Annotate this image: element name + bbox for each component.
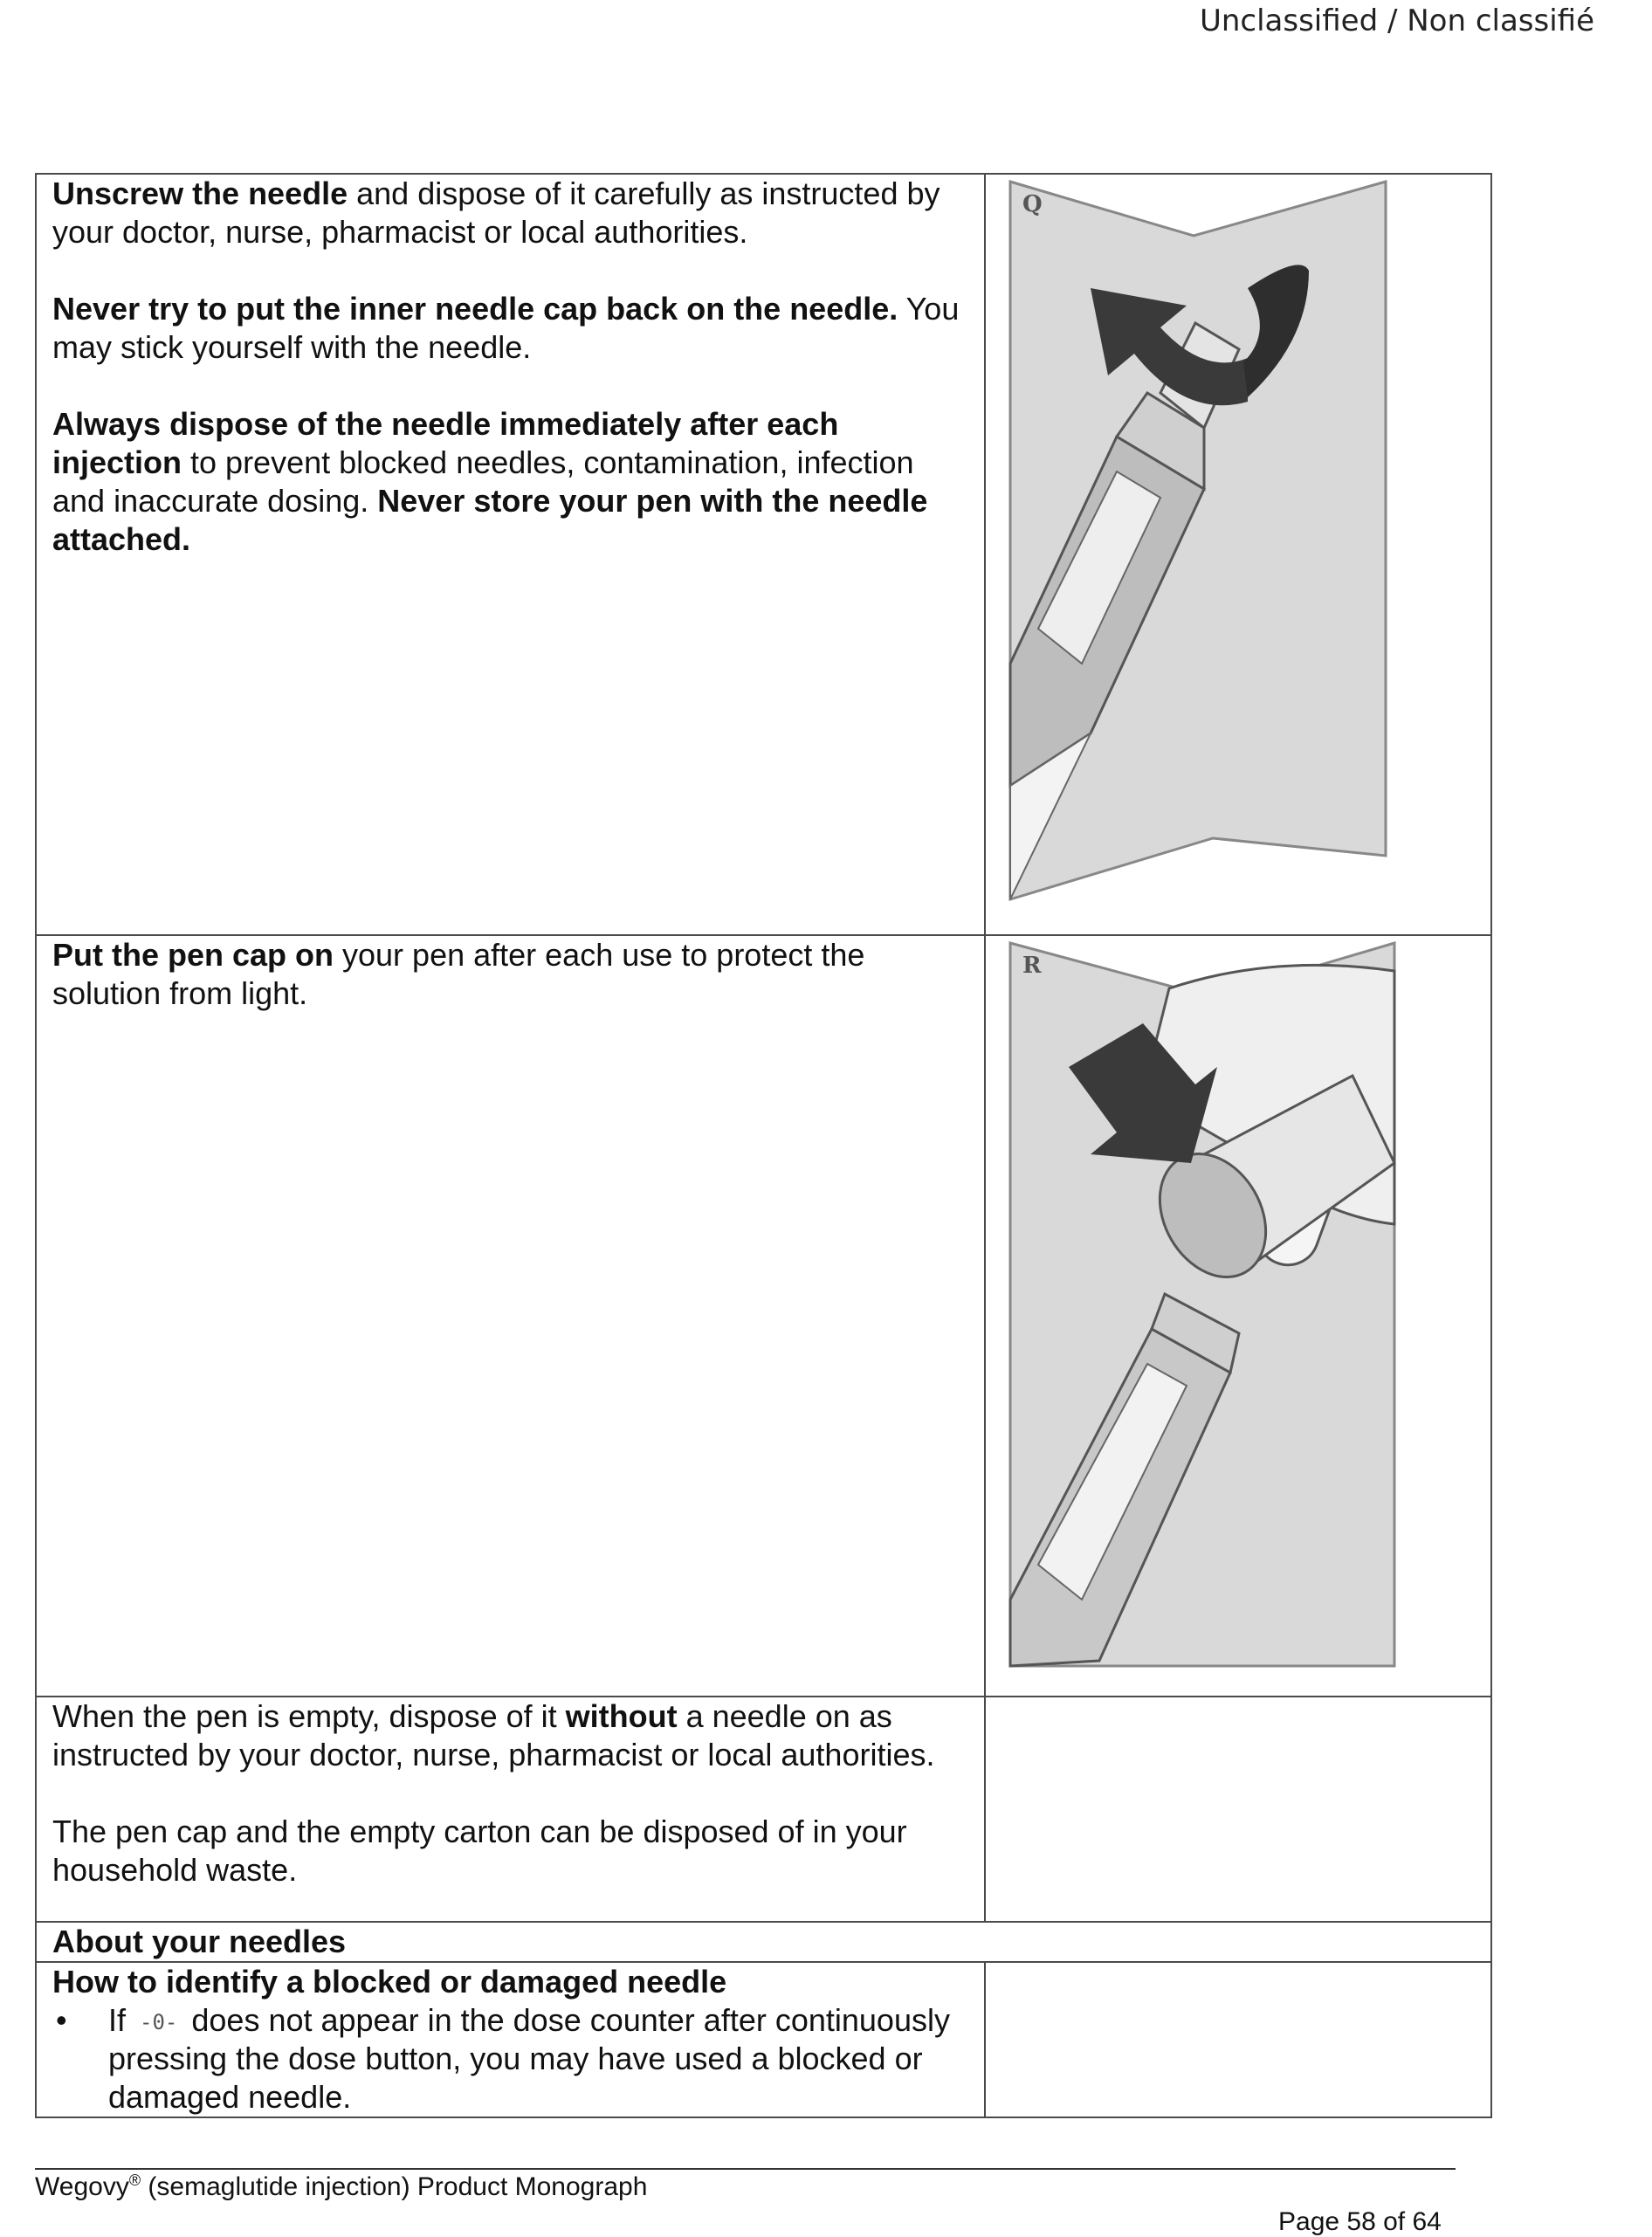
figure-q-letter: Q [1022,191,1043,217]
step-q-p1-rest: and dispose of it carefully as instructed by your doctor, nurse, pharmacist or local authorities. [52,176,940,250]
step-q-paragraph-1 [52,175,967,251]
footer-product-title [35,2172,647,2202]
about-needles-row [36,1922,1491,1962]
step-r-text-cell [36,935,985,1697]
instructions-table [35,173,1492,2118]
disposal-p1-start: When the pen is empty, dispose of it [52,1698,566,1734]
footer-divider [35,2168,1456,2170]
classification-label: Unclassified / Non classifié [1199,3,1594,38]
about-needles-cell [36,1922,1491,1962]
step-q-paragraph-3 [52,405,967,559]
step-q-figure-cell [985,174,1491,935]
bullet-text-after: does not appear in the dose counter after continuously pressing the dose button, you may have used a blocked or damaged needle. [108,2002,950,2115]
blocked-needle-heading: How to identify a blocked or damaged needle [52,1964,727,2000]
step-q-p3-bold: Always dispose of the needle immediately after each injection [52,406,839,480]
bullet-text-before: If [108,2002,135,2038]
step-r-p1-rest: your pen after each use to protect the solution from light. [52,937,865,1011]
disposal-p1-rest: a needle on as instructed by your doctor, nurse, pharmacist or local authorities. [52,1698,935,1772]
step-r-figure-cell [985,935,1491,1697]
disposal-row [36,1697,1491,1922]
blocked-needle-row [36,1962,1491,2117]
step-q-text-cell [36,174,985,935]
disposal-paragraph-1 [52,1697,967,1774]
blocked-needle-empty-cell [985,1962,1491,2117]
figure-r-letter: R [1022,953,1042,979]
step-q-paragraph-2 [52,290,967,367]
step-q-p2-bold: Never try to put the inner needle cap back on the needle. [52,291,898,327]
step-q-p3-bold2: Never store your pen with the needle attached. [52,483,928,557]
step-row-r [36,935,1491,1697]
disposal-paragraph-2: The pen cap and the empty carton can be disposed of in your household waste. [52,1814,907,1888]
figure-q-unscrew-needle [986,175,1490,926]
blocked-needle-bullet [52,2001,967,2117]
about-needles-heading: About your needles [52,1924,347,1959]
step-q-p2-rest: You may stick yourself with the needle. [52,291,960,365]
footer-registered: ® [128,2172,141,2189]
footer-product-rest: (semaglutide injection) Product Monograph [141,2172,648,2201]
step-q-p3-mid: to prevent blocked needles, contamination, infection and inaccurate dosing. [52,444,914,519]
figure-r-pen-cap-on [986,936,1490,1687]
footer-product: Wegovy [35,2172,129,2201]
blocked-needle-text-cell [36,1962,985,2117]
disposal-text-cell [36,1697,985,1922]
blocked-needle-bullet-text [108,2001,967,2117]
bullet-icon: • [56,2002,67,2038]
step-row-q [36,174,1491,935]
footer-page-number: Page 58 of 64 [1278,2207,1442,2236]
disposal-empty-cell [985,1697,1491,1922]
dose-zero-icon: -0- [140,2010,178,2035]
step-r-p1-bold: Put the pen cap on [52,937,334,973]
disposal-p1-bold: without [565,1698,678,1734]
step-q-p1-bold: Unscrew the needle [52,176,348,211]
step-r-paragraph-1 [52,936,967,1013]
